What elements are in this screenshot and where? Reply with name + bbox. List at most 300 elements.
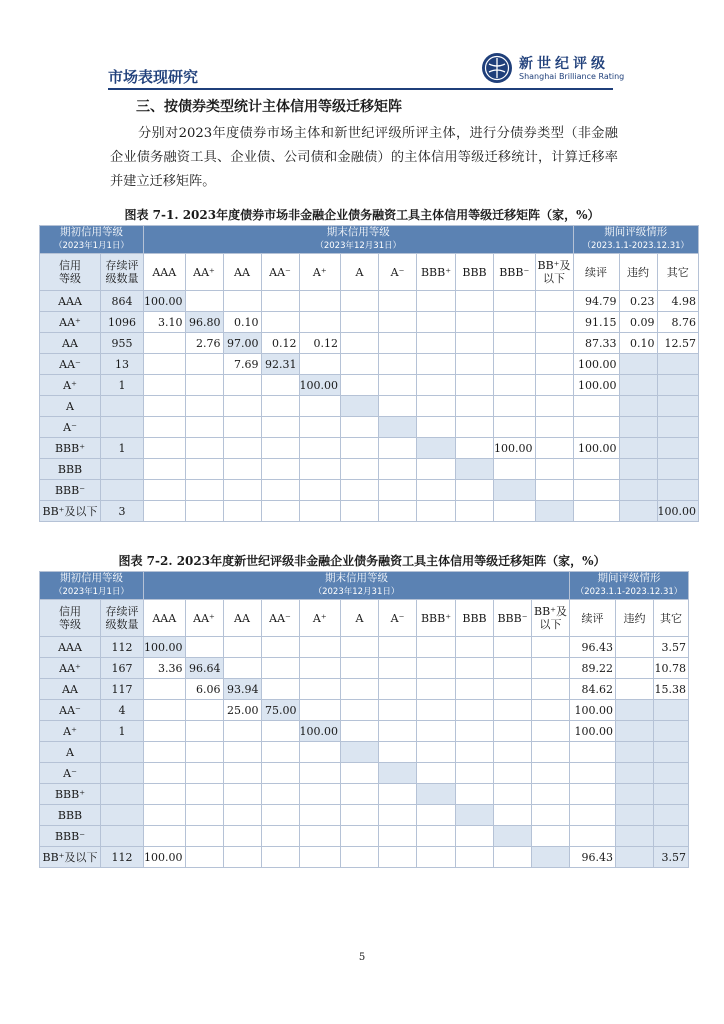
row-count-cell: 1 — [101, 721, 144, 742]
matrix-cell — [417, 312, 456, 333]
matrix-cell — [144, 333, 186, 354]
header-line-1: BB⁺及 — [534, 605, 567, 618]
matrix-cell — [341, 312, 379, 333]
matrix-cell — [341, 480, 379, 501]
default-cell — [616, 826, 654, 847]
other-cell — [654, 721, 689, 742]
matrix-cell — [456, 312, 494, 333]
matrix-cell — [223, 480, 261, 501]
matrix-cell — [299, 679, 341, 700]
matrix-cell — [261, 438, 299, 459]
matrix-cell — [144, 700, 186, 721]
grade-column-header — [40, 254, 101, 291]
row-count-cell: 4 — [101, 700, 144, 721]
logo-english-text: Shanghai Brilliance Rating — [519, 72, 625, 81]
row-count-cell: 13 — [101, 354, 144, 375]
matrix-cell — [185, 763, 223, 784]
matrix-cell — [494, 784, 532, 805]
rating-column-header: A⁺ — [299, 600, 341, 637]
matrix-cell — [261, 459, 299, 480]
row-count-cell: 864 — [101, 291, 144, 312]
rating-column-header: BBB⁺ — [417, 600, 456, 637]
migration-matrix-table-2 — [39, 571, 689, 868]
matrix-cell — [261, 721, 299, 742]
row-count-cell — [101, 784, 144, 805]
continued-rating-cell: 96.43 — [570, 637, 616, 658]
matrix-cell — [341, 637, 379, 658]
matrix-cell — [341, 396, 379, 417]
matrix-cell: 2.76 — [185, 333, 223, 354]
continued-rating-cell — [573, 396, 619, 417]
table-row — [40, 396, 699, 417]
matrix-cell — [299, 501, 341, 522]
row-grade-label: BBB — [40, 459, 101, 480]
matrix-cell — [299, 847, 341, 868]
matrix-cell — [494, 826, 532, 847]
rating-column-header: AAA — [144, 600, 186, 637]
matrix-cell — [379, 826, 417, 847]
row-count-cell — [101, 826, 144, 847]
row-count-cell: 1 — [101, 375, 144, 396]
matrix-cell — [379, 333, 417, 354]
matrix-cell — [456, 417, 494, 438]
matrix-cell — [379, 354, 417, 375]
header-line-2: 级数量 — [105, 272, 139, 285]
matrix-cell: 25.00 — [223, 700, 261, 721]
matrix-cell: 100.00 — [299, 375, 341, 396]
continued-rating-cell: 94.79 — [573, 291, 619, 312]
row-count-cell: 1 — [101, 438, 144, 459]
header-line-1: 信用 — [59, 605, 81, 618]
matrix-cell — [261, 396, 299, 417]
row-grade-label: AA — [40, 333, 101, 354]
row-grade-label: AA⁻ — [40, 700, 101, 721]
default-cell — [616, 658, 654, 679]
table-row — [40, 763, 689, 784]
header-line-2: 以下 — [539, 618, 562, 631]
matrix-cell — [261, 763, 299, 784]
matrix-cell — [456, 805, 494, 826]
other-cell — [657, 396, 699, 417]
matrix-cell — [144, 480, 186, 501]
default-header: 违约 — [616, 600, 654, 637]
table-row — [40, 742, 689, 763]
matrix-cell — [299, 805, 341, 826]
header-line-1: 期末信用等级 — [325, 572, 388, 584]
matrix-cell — [417, 354, 456, 375]
period-status-header — [573, 226, 699, 254]
row-grade-label: A⁻ — [40, 763, 101, 784]
matrix-cell — [417, 700, 456, 721]
continued-rating-header: 续评 — [573, 254, 619, 291]
default-cell: 0.10 — [619, 333, 657, 354]
final-rating-header — [144, 226, 574, 254]
matrix-cell — [299, 784, 341, 805]
matrix-cell — [535, 417, 573, 438]
matrix-cell — [456, 480, 494, 501]
matrix-cell — [299, 417, 341, 438]
matrix-cell — [379, 784, 417, 805]
matrix-cell — [494, 312, 536, 333]
matrix-cell — [299, 312, 341, 333]
initial-rating-header — [40, 572, 144, 600]
matrix-cell — [494, 333, 536, 354]
rating-column-header: A — [341, 254, 379, 291]
matrix-cell — [417, 847, 456, 868]
matrix-cell — [223, 742, 261, 763]
continued-rating-cell — [570, 763, 616, 784]
matrix-cell — [341, 742, 379, 763]
other-cell — [654, 784, 689, 805]
table-row — [40, 501, 699, 522]
matrix-cell — [494, 721, 532, 742]
matrix-cell — [223, 375, 261, 396]
row-grade-label: BBB⁺ — [40, 784, 101, 805]
default-cell — [616, 847, 654, 868]
matrix-cell — [379, 438, 417, 459]
rating-column-header — [532, 600, 570, 637]
matrix-cell — [456, 291, 494, 312]
matrix-cell — [535, 312, 573, 333]
row-grade-label: A⁻ — [40, 417, 101, 438]
matrix-cell — [379, 375, 417, 396]
continued-rating-cell: 100.00 — [570, 700, 616, 721]
matrix-cell — [341, 438, 379, 459]
row-count-cell: 1096 — [101, 312, 144, 333]
count-column-header — [101, 600, 144, 637]
default-cell — [616, 700, 654, 721]
matrix-cell — [494, 742, 532, 763]
matrix-cell — [261, 480, 299, 501]
header-line-2: （2023.1.1-2023.12.31） — [582, 241, 690, 251]
row-count-cell: 3 — [101, 501, 144, 522]
matrix-cell — [532, 763, 570, 784]
matrix-cell — [341, 679, 379, 700]
table-row — [40, 847, 689, 868]
matrix-cell — [223, 501, 261, 522]
table-row — [40, 333, 699, 354]
matrix-cell: 100.00 — [144, 291, 186, 312]
default-cell — [616, 763, 654, 784]
matrix-cell — [456, 459, 494, 480]
matrix-cell — [535, 396, 573, 417]
company-logo — [481, 52, 625, 86]
rating-column-header: A⁺ — [299, 254, 341, 291]
header-line-2: （2023年12月31日） — [315, 241, 402, 251]
other-cell — [654, 700, 689, 721]
matrix-cell — [261, 417, 299, 438]
matrix-cell — [456, 826, 494, 847]
matrix-cell — [299, 396, 341, 417]
matrix-cell — [223, 459, 261, 480]
matrix-cell — [144, 742, 186, 763]
matrix-cell — [417, 417, 456, 438]
matrix-cell — [379, 805, 417, 826]
other-cell — [654, 742, 689, 763]
matrix-cell — [494, 291, 536, 312]
matrix-cell — [299, 480, 341, 501]
matrix-cell — [417, 658, 456, 679]
row-count-cell — [101, 417, 144, 438]
matrix-cell — [144, 501, 186, 522]
default-cell — [619, 501, 657, 522]
page-number: 5 — [358, 952, 366, 963]
matrix-cell — [261, 742, 299, 763]
row-grade-label: BB⁺及以下 — [40, 501, 101, 522]
matrix-cell — [261, 679, 299, 700]
other-cell — [654, 826, 689, 847]
matrix-cell — [185, 700, 223, 721]
default-cell — [619, 396, 657, 417]
row-grade-label: A — [40, 742, 101, 763]
matrix-cell: 3.10 — [144, 312, 186, 333]
matrix-cell — [417, 333, 456, 354]
matrix-cell — [185, 784, 223, 805]
matrix-cell — [185, 354, 223, 375]
row-grade-label: BBB — [40, 805, 101, 826]
table-row — [40, 784, 689, 805]
matrix-cell — [417, 375, 456, 396]
matrix-cell: 100.00 — [144, 847, 186, 868]
grade-column-header — [40, 600, 101, 637]
matrix-cell — [185, 375, 223, 396]
matrix-cell — [341, 501, 379, 522]
matrix-cell — [261, 637, 299, 658]
matrix-cell — [261, 501, 299, 522]
matrix-cell — [456, 847, 494, 868]
rating-column-header: AAA — [144, 254, 186, 291]
matrix-cell — [261, 291, 299, 312]
matrix-cell — [535, 333, 573, 354]
matrix-cell — [535, 291, 573, 312]
matrix-cell — [379, 721, 417, 742]
header-line-2: 级数量 — [105, 618, 139, 631]
default-cell — [616, 721, 654, 742]
matrix-cell — [144, 354, 186, 375]
other-cell: 10.78 — [654, 658, 689, 679]
default-cell — [616, 742, 654, 763]
matrix-cell — [494, 354, 536, 375]
row-grade-label: A — [40, 396, 101, 417]
row-count-cell: 167 — [101, 658, 144, 679]
other-header: 其它 — [654, 600, 689, 637]
rating-column-header: AA — [223, 600, 261, 637]
matrix-cell — [456, 375, 494, 396]
matrix-cell — [299, 658, 341, 679]
header-line-1: 期间评级情形 — [597, 572, 661, 584]
row-grade-label: BBB⁺ — [40, 438, 101, 459]
matrix-cell — [535, 354, 573, 375]
matrix-cell — [456, 354, 494, 375]
matrix-cell — [341, 417, 379, 438]
matrix-cell — [341, 847, 379, 868]
table-row — [40, 417, 699, 438]
row-grade-label: AA⁻ — [40, 354, 101, 375]
matrix-cell — [223, 721, 261, 742]
matrix-cell: 75.00 — [261, 700, 299, 721]
table2-caption: 图表 7-2. 2023年度新世纪评级非金融企业债务融资工具主体信用等级迁移矩阵（家，%） — [118, 554, 606, 568]
matrix-cell — [144, 805, 186, 826]
matrix-cell — [535, 459, 573, 480]
rating-column-header: A⁻ — [379, 600, 417, 637]
continued-rating-cell: 84.62 — [570, 679, 616, 700]
matrix-cell — [494, 679, 532, 700]
matrix-cell — [494, 637, 532, 658]
continued-rating-cell — [573, 459, 619, 480]
row-grade-label: AA — [40, 679, 101, 700]
matrix-cell — [144, 763, 186, 784]
header-line-1: 存续评 — [105, 259, 139, 272]
other-cell: 100.00 — [657, 501, 699, 522]
matrix-cell — [185, 438, 223, 459]
header-divider — [108, 88, 613, 90]
table-row — [40, 291, 699, 312]
matrix-cell — [417, 637, 456, 658]
row-grade-label: AA⁺ — [40, 312, 101, 333]
table-row — [40, 480, 699, 501]
matrix-cell — [223, 291, 261, 312]
matrix-cell — [379, 417, 417, 438]
header-line-2: （2023年12月31日） — [313, 587, 400, 597]
initial-rating-header — [40, 226, 144, 254]
matrix-cell — [144, 784, 186, 805]
row-grade-label: A⁺ — [40, 375, 101, 396]
row-grade-label: AA⁺ — [40, 658, 101, 679]
matrix-cell — [456, 700, 494, 721]
header-line-2: （2023年1月1日） — [54, 241, 129, 251]
matrix-cell — [494, 700, 532, 721]
matrix-cell — [341, 763, 379, 784]
matrix-cell — [379, 637, 417, 658]
matrix-cell — [456, 333, 494, 354]
matrix-cell: 96.80 — [185, 312, 223, 333]
matrix-cell — [261, 826, 299, 847]
matrix-cell — [456, 396, 494, 417]
matrix-cell — [341, 700, 379, 721]
table-row — [40, 826, 689, 847]
default-cell — [619, 480, 657, 501]
final-rating-header — [144, 572, 570, 600]
rating-column-header: BBB — [456, 600, 494, 637]
matrix-cell — [185, 742, 223, 763]
rating-column-header: BBB⁻ — [494, 254, 536, 291]
other-header: 其它 — [657, 254, 699, 291]
matrix-cell — [261, 784, 299, 805]
matrix-cell — [535, 438, 573, 459]
matrix-cell — [223, 396, 261, 417]
continued-rating-cell — [570, 826, 616, 847]
matrix-cell — [494, 480, 536, 501]
default-cell: 0.09 — [619, 312, 657, 333]
matrix-cell — [535, 375, 573, 396]
matrix-cell — [532, 784, 570, 805]
matrix-cell — [299, 459, 341, 480]
matrix-cell — [494, 459, 536, 480]
continued-rating-cell: 91.15 — [573, 312, 619, 333]
matrix-cell — [341, 375, 379, 396]
other-cell — [657, 459, 699, 480]
matrix-cell — [299, 826, 341, 847]
row-grade-label: BBB⁻ — [40, 826, 101, 847]
other-cell — [654, 763, 689, 784]
matrix-cell — [417, 742, 456, 763]
matrix-cell — [341, 658, 379, 679]
matrix-cell — [379, 658, 417, 679]
matrix-cell — [494, 847, 532, 868]
matrix-cell: 100.00 — [494, 438, 536, 459]
row-count-cell: 112 — [101, 847, 144, 868]
other-cell: 4.98 — [657, 291, 699, 312]
logo-emblem-icon — [481, 52, 513, 84]
row-grade-label: BB⁺及以下 — [40, 847, 101, 868]
matrix-cell — [341, 291, 379, 312]
rating-column-header: A⁻ — [379, 254, 417, 291]
matrix-cell: 100.00 — [299, 721, 341, 742]
matrix-cell — [341, 333, 379, 354]
matrix-cell — [417, 679, 456, 700]
other-cell: 3.57 — [654, 847, 689, 868]
matrix-cell — [532, 847, 570, 868]
matrix-cell — [379, 501, 417, 522]
matrix-cell — [223, 763, 261, 784]
matrix-cell — [494, 375, 536, 396]
row-grade-label: A⁺ — [40, 721, 101, 742]
table-row — [40, 679, 689, 700]
matrix-cell — [299, 291, 341, 312]
matrix-cell: 0.10 — [223, 312, 261, 333]
header-line-2: 等级 — [59, 272, 81, 285]
matrix-cell — [494, 658, 532, 679]
matrix-cell — [456, 763, 494, 784]
row-grade-label: AAA — [40, 637, 101, 658]
matrix-cell — [223, 637, 261, 658]
matrix-cell — [379, 763, 417, 784]
matrix-cell — [532, 742, 570, 763]
matrix-cell — [341, 721, 379, 742]
matrix-cell — [532, 805, 570, 826]
continued-rating-cell: 89.22 — [570, 658, 616, 679]
matrix-cell — [299, 763, 341, 784]
other-cell — [657, 438, 699, 459]
rating-column-header: BBB — [456, 254, 494, 291]
row-grade-label: BBB⁻ — [40, 480, 101, 501]
table-row — [40, 438, 699, 459]
matrix-cell — [185, 805, 223, 826]
header-line-2: 等级 — [59, 618, 81, 631]
default-cell — [616, 637, 654, 658]
matrix-cell — [456, 784, 494, 805]
continued-rating-cell: 96.43 — [570, 847, 616, 868]
header-line-1: 期末信用等级 — [326, 226, 390, 238]
other-cell — [657, 480, 699, 501]
matrix-cell — [456, 438, 494, 459]
matrix-cell: 93.94 — [223, 679, 261, 700]
table-row — [40, 312, 699, 333]
matrix-cell — [532, 637, 570, 658]
continued-rating-cell: 100.00 — [573, 354, 619, 375]
default-cell — [619, 459, 657, 480]
table-row — [40, 658, 689, 679]
logo-chinese-text: 新世纪评级 — [519, 56, 609, 72]
header-line-1: 信用 — [59, 259, 81, 272]
other-cell: 8.76 — [657, 312, 699, 333]
matrix-cell: 0.12 — [299, 333, 341, 354]
rating-column-header: BBB⁻ — [494, 600, 532, 637]
matrix-cell — [185, 396, 223, 417]
header-line-1: 期初信用等级 — [60, 572, 123, 584]
matrix-cell — [261, 312, 299, 333]
rating-column-header: AA⁻ — [261, 600, 299, 637]
